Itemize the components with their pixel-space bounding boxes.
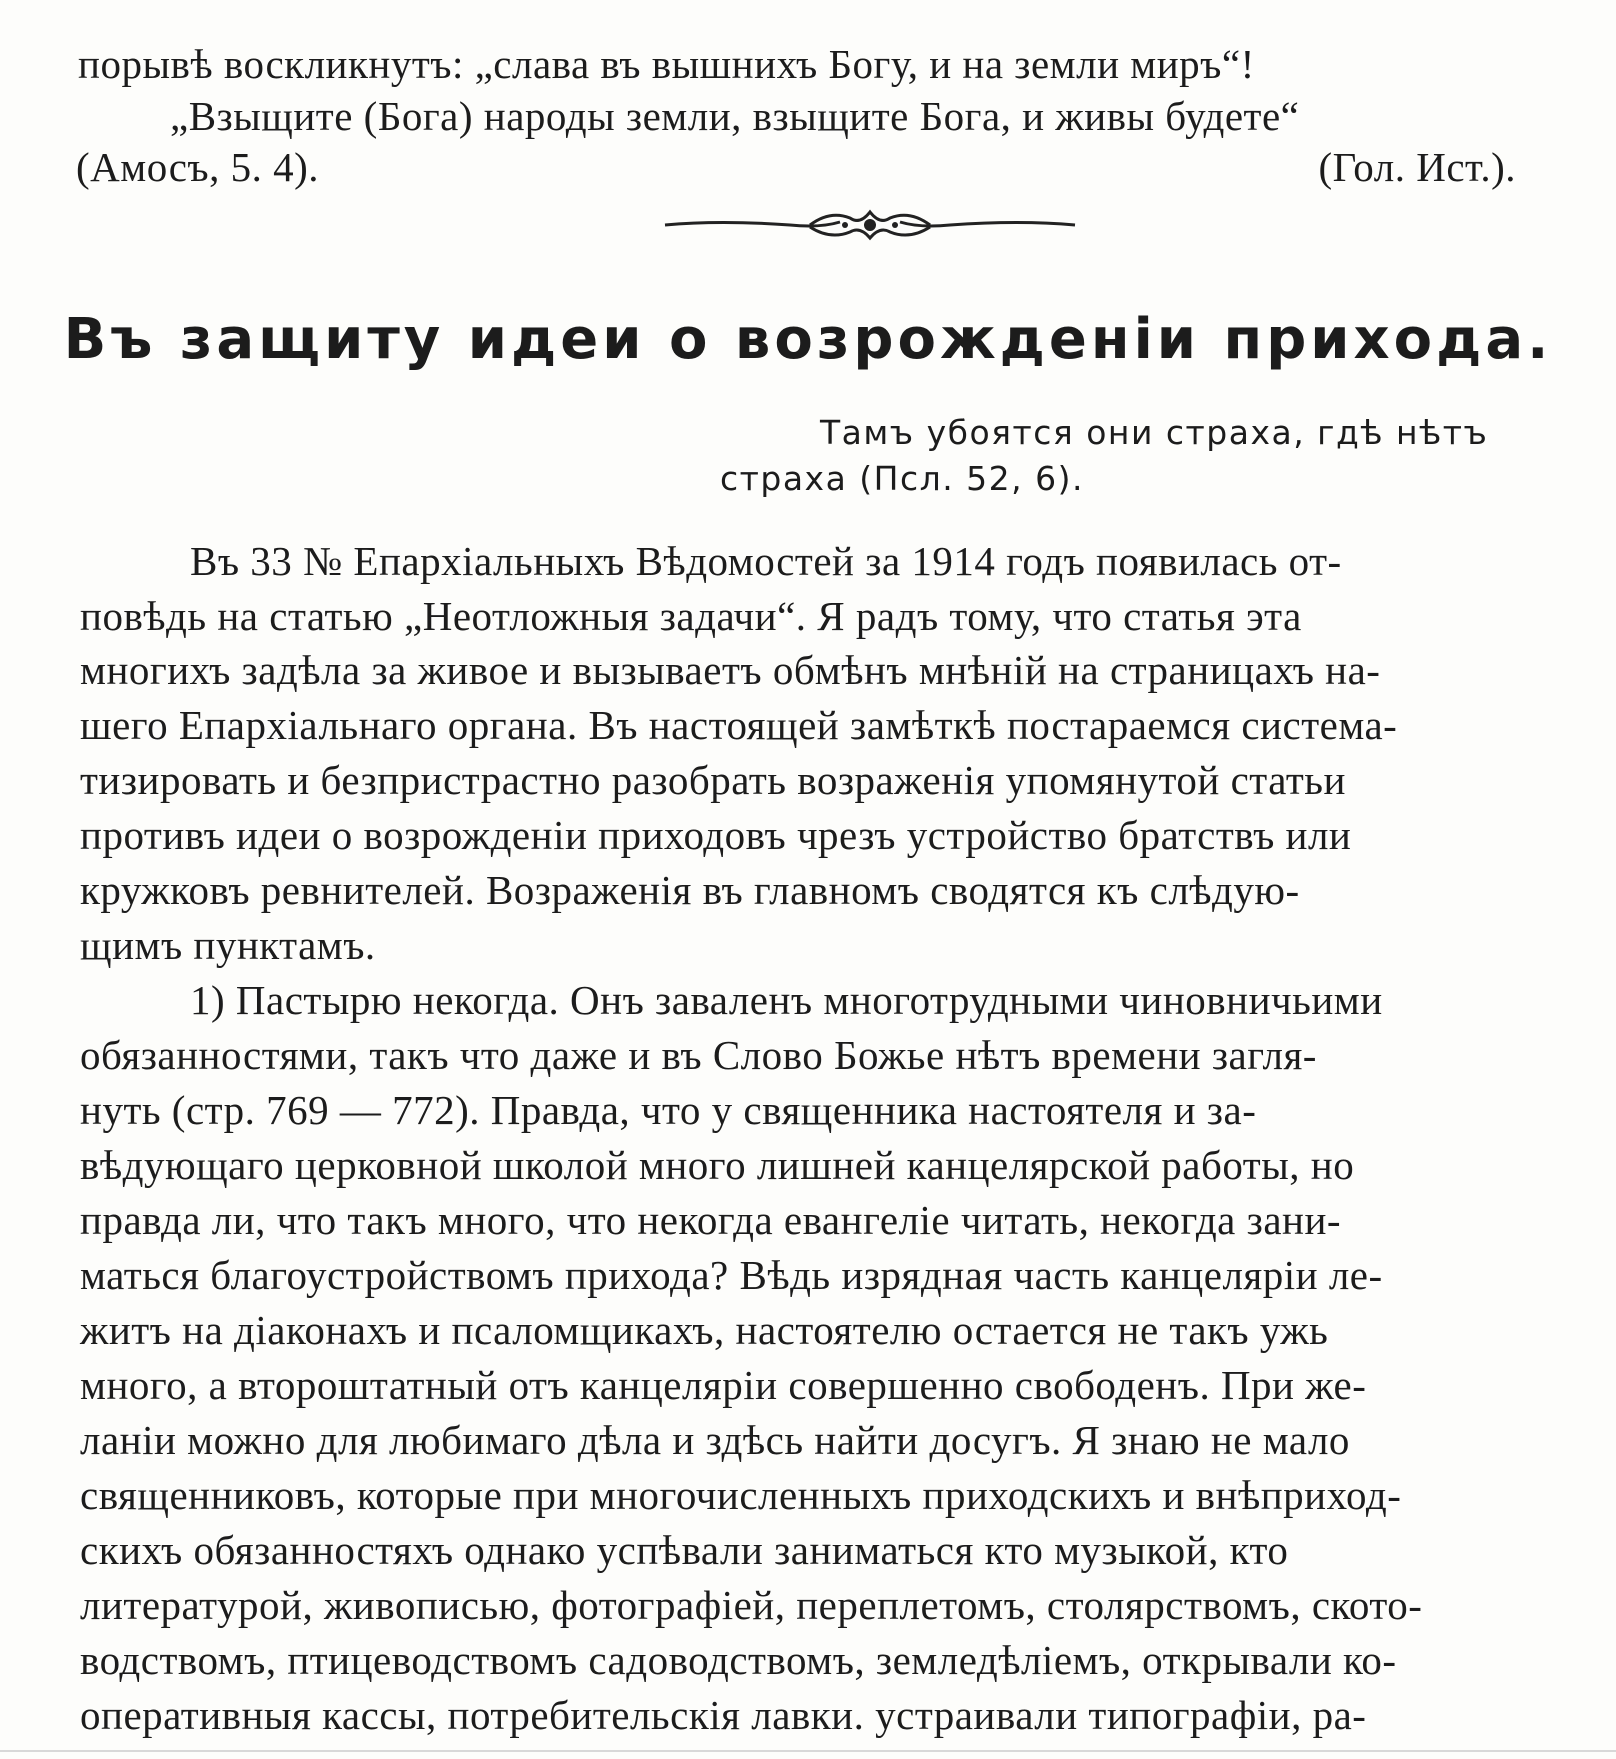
source-citation: (Гол. Ист.). <box>1318 144 1516 190</box>
body-line: ланіи можно для любимаго дѣла и здѣсь найти досугъ. Я знаю не мало <box>80 1417 1350 1463</box>
body-line: щимъ пунктамъ. <box>80 922 376 968</box>
body-line: маться благоустройствомъ прихода? Вѣдь изрядная часть канцеляріи ле- <box>80 1252 1383 1298</box>
continuation-text-1: порывѣ воскликнутъ: „слава въ вышнихъ Богу, и на земли миръ“! <box>78 41 1255 87</box>
continuation-text-2: „Взыщите (Бога) народы земли, взыщите Бога, и живы будете“ <box>170 93 1300 139</box>
body-line: водствомъ, птицеводствомъ садоводствомъ, земледѣліемъ, открывали ко- <box>80 1637 1397 1683</box>
continuation-line-2 <box>170 92 1570 140</box>
body-line: обязанностями, такъ что даже и въ Слово Божье нѣтъ времени загля- <box>80 1032 1317 1078</box>
ornament-divider-icon <box>660 200 1080 250</box>
body-line: вѣдующаго церковной школой много лишней канцелярской работы, но <box>80 1142 1355 1188</box>
continuation-line-3 <box>76 143 1516 191</box>
continuation-line-1 <box>78 40 1578 88</box>
page-bottom-edge <box>0 1750 1616 1752</box>
body-line: кружковъ ревнителей. Возраженія въ главномъ сводятся къ слѣдую- <box>80 867 1300 913</box>
article-title: Въ защиту идеи о возрожденіи прихода. <box>63 307 1553 372</box>
body-line: скихъ обязанностяхъ однако успѣвали заниматься кто музыкой, кто <box>80 1527 1289 1573</box>
body-line: священниковъ, которые при многочисленныхъ приходскихъ и внѣприход- <box>80 1472 1402 1518</box>
body-line: многихъ задѣла за живое и вызываетъ обмѣнъ мнѣній на страницахъ на- <box>80 647 1381 693</box>
body-line: Въ 33 № Епархіальныхъ Вѣдомостей за 1914 годъ появилась от- <box>190 538 1342 584</box>
body-line: оперативныя кассы, потребительскія лавки. устраивали типографіи, ра- <box>80 1692 1367 1738</box>
body-line: много, а второштатный отъ канцеляріи совершенно свободенъ. При же- <box>80 1362 1367 1408</box>
body-line: нуть (стр. 769 — 772). Правда, что у священника настоятеля и за- <box>80 1087 1257 1133</box>
body-line: шего Епархіальнаго органа. Въ настоящей замѣткѣ постараемся система- <box>80 702 1398 748</box>
body-line: тизировать и безпристрастно разобрать возраженія упомянутой статьи <box>80 757 1346 803</box>
epigraph-line-2: страха (Псл. 52, 6). <box>720 459 1085 498</box>
body-line: литературой, живописью, фотографіей, переплетомъ, столярствомъ, ското- <box>80 1582 1423 1628</box>
amos-citation: (Амосъ, 5. 4). <box>76 144 320 190</box>
body-line: житъ на діаконахъ и псаломщикахъ, настоятелю остается не такъ ужь <box>80 1307 1329 1353</box>
body-line: повѣдь на статью „Неотложныя задачи“. Я радъ тому, что статья эта <box>80 593 1302 639</box>
body-line: 1) Пастырю некогда. Онъ заваленъ многотрудными чиновничьими <box>190 977 1383 1023</box>
body-line: правда ли, что такъ много, что некогда евангеліе читать, некогда зани- <box>80 1197 1342 1243</box>
epigraph-line-1: Тамъ убоятся они страха, гдѣ нѣтъ <box>820 413 1489 452</box>
body-line: противъ идеи о возрожденіи приходовъ чрезъ устройство братствъ или <box>80 812 1352 858</box>
